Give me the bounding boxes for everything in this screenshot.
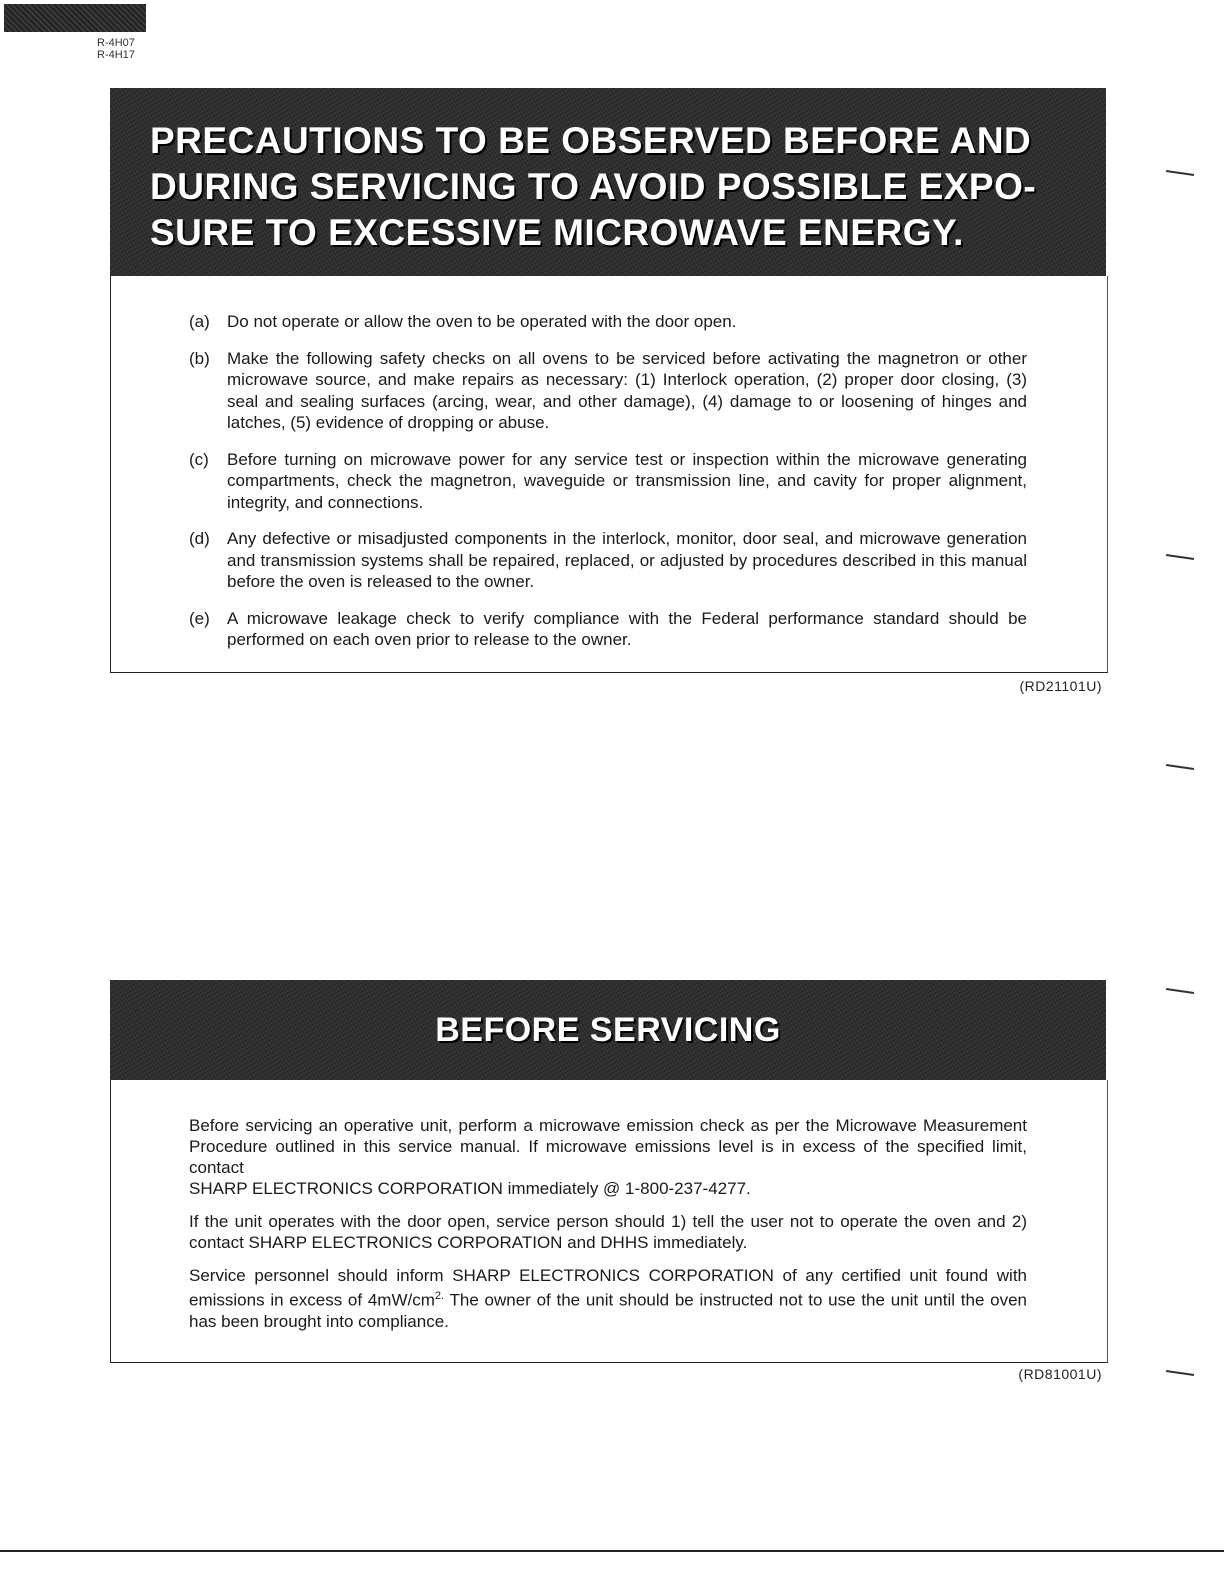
item-text: A microwave leakage check to verify compliance with the Federal performance standard should be performed on each oven prior to release to the owner. [227, 608, 1027, 649]
item-marker: (b) [189, 348, 210, 368]
before-servicing-panel [110, 1080, 1108, 1363]
scan-margin-mark [1166, 764, 1194, 770]
precautions-list [189, 311, 1027, 666]
list-item [189, 348, 1027, 434]
paragraph-text: Service personnel should inform SHARP ELECTRONICS CORPORATION of any certified unit found with emissions in excess of 4mW/cm [189, 1266, 1027, 1310]
item-marker: (c) [189, 449, 209, 469]
paragraph [189, 1265, 1027, 1332]
bottom-rule [0, 1550, 1224, 1552]
before-servicing-title: BEFORE SERVICING [435, 1011, 781, 1049]
list-item [189, 608, 1027, 651]
superscript: 2. [434, 1290, 445, 1302]
scan-margin-mark [1166, 988, 1194, 994]
scan-margin-mark [1166, 1370, 1194, 1376]
scan-margin-mark [1166, 170, 1194, 176]
item-marker: (d) [189, 529, 210, 548]
list-item [189, 528, 1027, 593]
model-code: R-4H17 [97, 49, 135, 61]
reference-code: (RD21101U) [1019, 678, 1102, 694]
paragraph: If the unit operates with the door open, service person should 1) tell the user not to operate the oven and 2) contact SHARP ELECTRONICS CORPORATION and DHHS immediately. [189, 1212, 1027, 1252]
model-codes [97, 37, 135, 61]
precautions-panel [110, 276, 1108, 673]
item-text: Do not operate or allow the oven to be operated with the door open. [227, 312, 737, 331]
paragraph-line: Before servicing an operative unit, perform a microwave emission check as per the Microwave Measurement Procedure outlined in this service manual. If microwave emissions level is in excess of the specified limit, contact [189, 1116, 1027, 1177]
precautions-banner [110, 88, 1106, 276]
item-text: Before turning on microwave power for any service test or inspection within the microwave generating compartments, check the magnetron, waveguide or transmission line, and cavity for proper alignment, integrity, and connections. [227, 449, 1027, 512]
precautions-title: PRECAUTIONS TO BE OBSERVED BEFORE AND DURING SERVICING TO AVOID POSSIBLE EXPO-SURE TO EXCESSIVE MICROWAVE ENERGY. [150, 120, 1037, 253]
item-text: Any defective or misadjusted components in the interlock, monitor, door seal, and microwave generation and transmission systems shall be repaired, replaced, or adjusted by procedures described in this manual before the oven is released to the owner. [227, 529, 1027, 591]
list-item [189, 449, 1027, 514]
paragraph [189, 1115, 1027, 1199]
item-marker: (e) [189, 608, 210, 628]
before-servicing-body [189, 1115, 1027, 1344]
before-servicing-banner [110, 980, 1106, 1080]
model-code: R-4H07 [97, 37, 135, 49]
reference-code: (RD81001U) [1018, 1366, 1102, 1382]
list-item [189, 311, 1027, 333]
item-text: Make the following safety checks on all ovens to be serviced before activating the magnetron or other microwave source, and make repairs as necessary: (1) Interlock operation, (2) proper door closing, (3) seal and sealing surfaces (arcing, wear, and other damage), (4) damage to or loosening of hinges and latches, (5) evidence of dropping or abuse. [227, 348, 1027, 432]
paragraph-text: The owner of the unit should be instructed not to use the unit until the oven has been brought into compliance. [189, 1290, 1027, 1331]
paragraph-line: SHARP ELECTRONICS CORPORATION immediately @ 1-800-237-4277. [189, 1179, 751, 1198]
scan-corner-mark [4, 4, 146, 32]
scan-margin-mark [1166, 554, 1194, 560]
item-marker: (a) [189, 312, 210, 331]
